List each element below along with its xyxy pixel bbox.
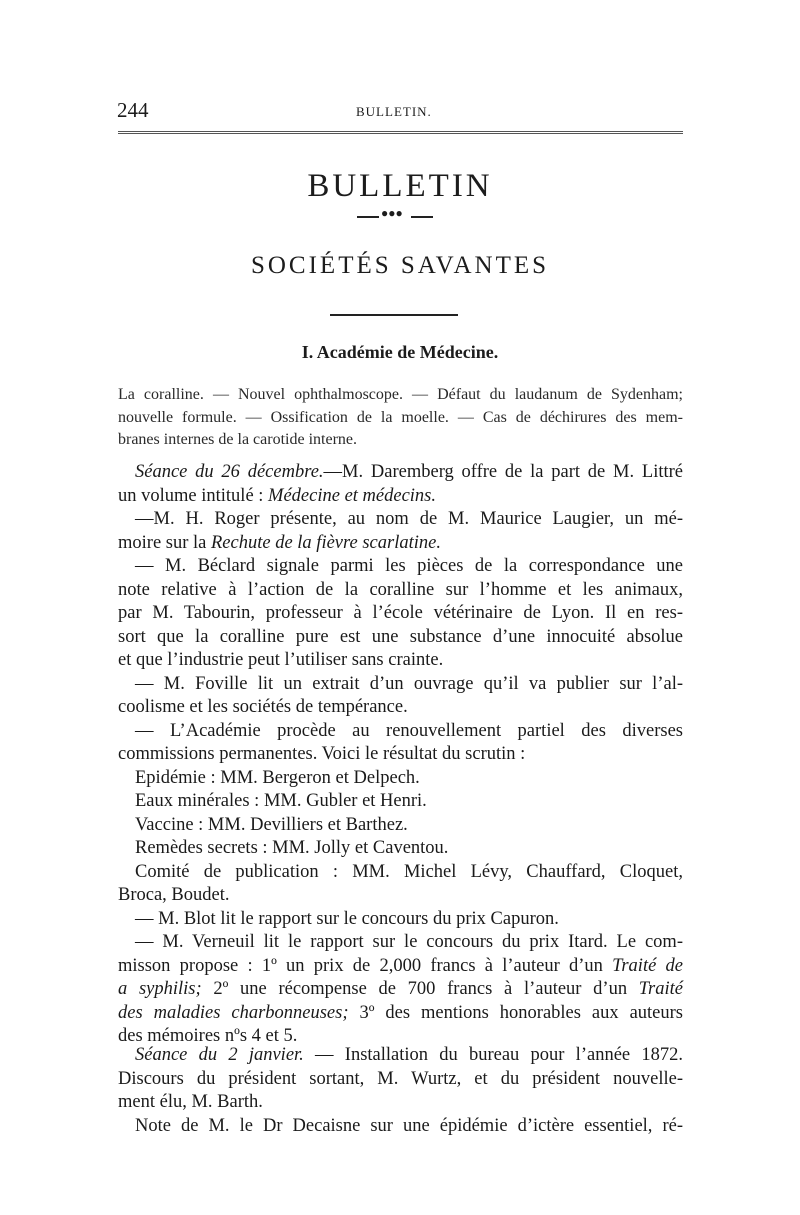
text-line: sort que la coralline pure est une substance d’une innocuité absolue [118, 626, 683, 647]
text-line: a syphilis; 2º une récompense de 700 francs à l’auteur d’un Traité [118, 979, 683, 999]
subtitle: SOCIÉTÉS SAVANTES [250, 252, 550, 279]
text-line: Broca, Boudet. [118, 885, 230, 905]
text-line: Discours du président sortant, M. Wurtz, et du président nouvelle- [118, 1068, 683, 1089]
summary-line: La coralline. — Nouvel ophthalmoscope. — Défaut du laudanum de Sydenham; [118, 386, 683, 403]
text-line: des maladies charbonneuses; 3º des mentions honorables aux auteurs [118, 1002, 683, 1023]
text-line: — M. Béclard signale parmi les pièces de la correspondance une [135, 556, 683, 576]
text-line: des mémoires nºs 4 et 5. [118, 1026, 298, 1046]
text-line: Séance du 26 décembre.—M. Daremberg offre de la part de M. Littré [135, 462, 683, 482]
text-line: Epidémie : MM. Bergeron et Delpech. [135, 767, 420, 788]
header-rule [118, 131, 683, 134]
text-line: Eaux minérales : MM. Gubler et Henri. [135, 791, 427, 811]
text-line: moire sur la Rechute de la fièvre scarlatine. [118, 532, 441, 553]
text-line: coolisme et les sociétés de tempérance. [118, 697, 408, 717]
text-line: Vaccine : MM. Devilliers et Barthez. [135, 814, 408, 835]
summary-block [118, 384, 683, 452]
running-head: BULLETIN. [356, 104, 432, 119]
summary-line: nouvelle formule. — Ossification de la moelle. — Cas de déchirures des mem- [118, 408, 683, 426]
section-heading: I. Académie de Médecine. [301, 342, 499, 362]
subtitle-rule [330, 314, 458, 316]
seance-date: Séance du 26 décembre. [135, 462, 324, 482]
text-line: Remèdes secrets : MM. Jolly et Caventou. [135, 838, 449, 858]
text-line: — M. Foville lit un extrait d’un ouvrage qu’il va publier sur l’al- [135, 673, 683, 694]
seance-date: Séance du 2 janvier. [135, 1045, 304, 1065]
text-line: — M. Blot lit le rapport sur le concours du prix Capuron. [135, 908, 559, 929]
text-line: note relative à l’action de la coralline sur l’homme et les animaux, [118, 579, 683, 600]
seance-26-decembre [118, 461, 683, 1049]
text-line: et que l’industrie peut l’utiliser sans crainte. [118, 650, 444, 670]
title-ornament: ●●● [357, 215, 433, 219]
summary-line: branes internes de la carotide interne. [118, 431, 357, 448]
seance-2-janvier [118, 1044, 683, 1138]
text-line: commissions permanentes. Voici le résultat du scrutin : [118, 744, 526, 764]
text-line: Comité de publication : MM. Michel Lévy, Chauffard, Cloquet, [135, 861, 683, 882]
page-title: BULLETIN [307, 168, 493, 204]
text-line: un volume intitulé : Médecine et médecins. [118, 485, 437, 506]
text-line: misson propose : 1º un prix de 2,000 francs à l’auteur d’un Traité de [118, 955, 683, 976]
page-number: 244 [117, 98, 149, 122]
text-line: Note de M. le Dr Decaisne sur une épidémie d’ictère essentiel, ré- [135, 1115, 683, 1136]
text-line: par M. Tabourin, professeur à l’école vétérinaire de Lyon. Il en res- [118, 603, 683, 623]
text-line: ment élu, M. Barth. [118, 1092, 263, 1112]
text-line: — M. Verneuil lit le rapport sur le concours du prix Itard. Le com- [135, 932, 683, 952]
text-line: — L’Académie procède au renouvellement partiel des diverses [135, 720, 683, 741]
text-line: Séance du 2 janvier. — Installation du bureau pour l’année 1872. [135, 1045, 683, 1065]
text-line: —M. H. Roger présente, au nom de M. Maurice Laugier, un mé- [135, 509, 683, 529]
